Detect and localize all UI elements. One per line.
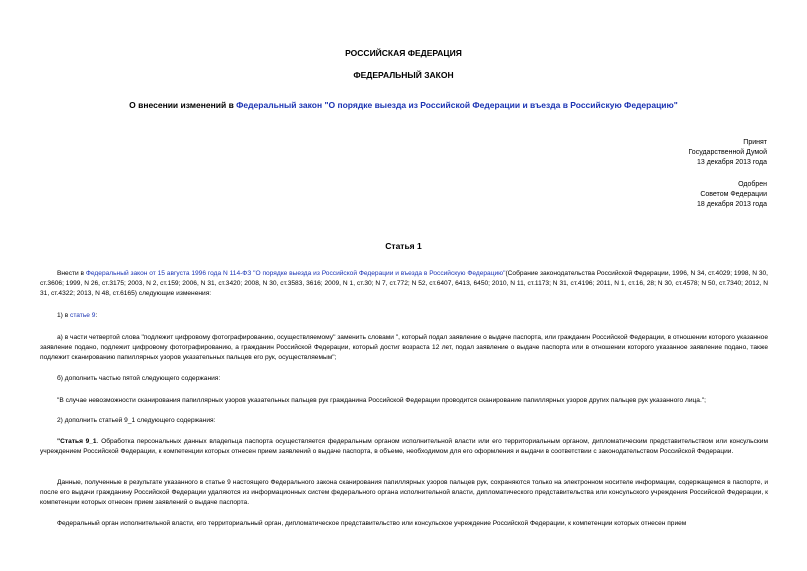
last-paragraph: Федеральный орган исполнительной власти, его территориальный орган, дипломатическое представительство или консульское учреждение Российской Федерации, к компетенции которых отнесен прием bbox=[57, 520, 687, 527]
article91-text: . Обработка персональных данных владельца паспорта осуществляется федеральным органом исполнительной власти или его территориальным органом, дипломатическим представительством или консульским учреждением Российской Федерации, к компетенции которых отнесен прием заявлений о выдаче паспорта, в объеме, необходимом для его оформления и выдачи в соответствии с законодательством Российской Федерации. bbox=[40, 438, 768, 455]
article9-link[interactable]: статье 9 bbox=[70, 312, 96, 319]
item-b-paragraph: б) дополнить частью пятой следующего содержания: bbox=[57, 375, 221, 382]
law-title bbox=[0, 100, 807, 110]
law-title-link[interactable]: Федеральный закон "О порядке выезда из Российской Федерации и въезда в Российскую Федерацию" bbox=[236, 100, 678, 110]
item1-paragraph bbox=[40, 311, 768, 321]
item2-paragraph: 2) дополнить статьей 9_1 следующего содержания: bbox=[57, 417, 216, 424]
law-title-prefix: О внесении изменений в bbox=[129, 100, 237, 110]
country-heading: РОССИЙСКАЯ ФЕДЕРАЦИЯ bbox=[345, 48, 462, 58]
quote-b-paragraph: "В случае невозможности сканирования папиллярных узоров указательных пальцев рук гражданина Российской Федерации проводится сканирование папиллярных узоров других пальцев рук указанного лица."; bbox=[57, 397, 706, 404]
duma-label: Государственной Думой bbox=[688, 149, 767, 156]
accepted-label: Принят bbox=[743, 139, 767, 146]
intro-paragraph bbox=[40, 269, 768, 299]
data-paragraph: Данные, полученные в результате указанного в статье 9 настоящего Федерального закона сканирования папиллярных узоров пальцев рук, сохраняются только на электронном носителе информации, содержащемся в паспорте, и после его выдачи гражданину Российской Федерации удаляются из информационных систем федерального органа исполнительной власти, дипломатического представительства или консульского учреждения Российской Федерации, к компетенции которых отнесен прием заявлений о выдаче паспорта. bbox=[40, 479, 768, 506]
adoption-council bbox=[697, 180, 767, 210]
article-heading: Статья 1 bbox=[385, 241, 422, 251]
duma-date: 13 декабря 2013 года bbox=[696, 159, 767, 166]
council-date: 18 декабря 2013 года bbox=[696, 201, 767, 208]
article91-paragraph bbox=[40, 437, 768, 457]
law-type-heading: ФЕДЕРАЛЬНЫЙ ЗАКОН bbox=[353, 70, 454, 80]
intro-law-link[interactable]: Федеральный закон от 15 августа 1996 года N 114-ФЗ "О порядке выезда из Российской Федерации и въезда в Российскую Федерацию" bbox=[85, 270, 506, 277]
item1-post: : bbox=[95, 312, 98, 319]
intro-pre: Внести в bbox=[57, 270, 86, 277]
adoption-duma bbox=[688, 138, 767, 168]
article91-heading: "Статья 9_1 bbox=[57, 438, 97, 445]
intro-post: (Собрание законодательства Российской Федерации, 1996, N 34, ст.4029; 1998, N 30, ст.3606; 1999, N 26, ст.3175; 2003, N 2, ст.159; 2006, N 31, ст.3420; 2008, N 30, ст.3583, 3616; 2009, N 1, ст.30; N 7, ст.772; N 52, ст.6407, 6413, 6450; 2010, N 11, ст.1173; N 31, ст.4196; 2011, N 1, ст.16, 28; N 30, ст.4578; N 50, ст.7340; 2012, N 31, ст.4322; 2013, N 48, ст.6165) следующие изменения: bbox=[40, 270, 768, 297]
item-a-paragraph: а) в части четвертой слова "подлежит цифровому фотографированию, осуществляемому" заменить словами ", который подал заявление о выдаче паспорта, или гражданин Российской Федерации, в отношении которого указанное заявление подано, подлежит цифровому фотографированию, а гражданин Российской Федерации, который достиг возраста 12 лет, подал заявление о выдаче паспорта или в отношении которого указанное заявление подано, также подлежит сканированию папиллярных узоров указательных пальцев его рук, осуществляемым"; bbox=[40, 334, 768, 361]
approved-label: Одобрен bbox=[738, 181, 767, 188]
item1-pre: 1) в bbox=[57, 312, 71, 319]
council-label: Советом Федерации bbox=[700, 191, 767, 198]
